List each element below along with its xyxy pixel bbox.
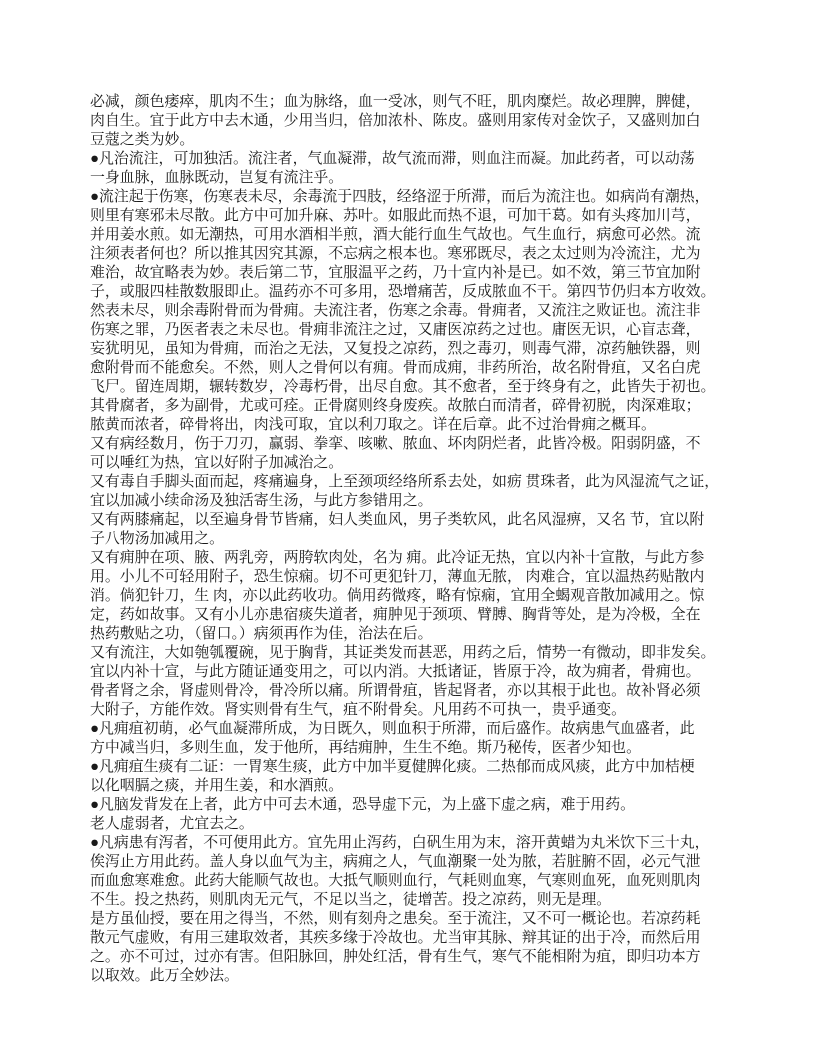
text-line: ●凡痈疽生痰有二证：一胃寒生痰，此方中加半夏健脾化痰。二热郁而成风痰，此方中加桔梗 bbox=[90, 759, 695, 775]
text-line: 之。亦不可过，过亦有害。但阳脉回，肿处红活，骨有生气，寒气不能相附为疽，即归功本方 bbox=[90, 949, 701, 965]
text-line: 伤寒之罪，乃医者表之未尽也。骨痈非流注之过，又庸医凉药之过也。庸医无识，心盲志聋， bbox=[90, 322, 701, 338]
text-line: 其骨腐者，多为副骨，尤或可痊。正骨腐则终身废疾。故脓白而清者，碎骨初脱，肉深难取； bbox=[90, 398, 701, 414]
text-line: ●凡痈疽初萌，必气血凝滞所成，为日既久，则血积于所滞，而后盛作。故病患气血盛者，此 bbox=[90, 721, 695, 737]
text-line: 老人虚弱者，尤宜去之。 bbox=[90, 816, 254, 832]
text-line: 是方虽仙授，要在用之得当，不然，则有刻舟之患矣。至于流注，又不可一概论也。若凉药耗 bbox=[90, 911, 701, 927]
text-line: 则里有寒邪未尽散。此方中可加升麻、苏叶。如服此而热不退，可加干葛。如有头疼加川芎， bbox=[90, 208, 701, 224]
text-line: 并用姜水煎。如无潮热，可用水酒相半煎，酒大能行血生气故也。气生血行，病愈可必然。流 bbox=[90, 227, 701, 243]
text-line: ●凡病患有泻者，不可便用此方。宜先用止泻药，白矾生用为末，溶开黄蜡为丸米饮下三十丸， bbox=[90, 835, 710, 851]
text-line: 难治，故宜略表为妙。表后第二节，宜服温平之药，乃十宣内补是已。如不效，第三节宜加附 bbox=[90, 265, 701, 281]
text-line: 必减，颜色痿瘁，肌肉不生；血为脉络，血一受冰，则气不旺，肌肉糜烂。故必理脾，脾健， bbox=[90, 94, 701, 110]
text-line: 愈附骨而不能愈矣。不然，则人之骨何以有痈。骨而成痈，非药所治，故名附骨疽，又名白虎 bbox=[90, 360, 701, 376]
text-line: 肉自生。宜于此方中去木通，少用当归，倍加浓朴、陈皮。盛则用家传对金饮子，又盛则加白 bbox=[90, 113, 701, 129]
text-line: 以化咽膈之痰，并用生姜，和水酒煎。 bbox=[90, 778, 344, 794]
text-line: 用。小儿不可轻用附子，恐生惊痫。切不可更犯针刀，薄血无脓， 肉难合，宜以温热药贴散内 bbox=[90, 569, 705, 585]
text-line: 子，或服四桂散数服即止。温药亦不可多用，恐增痛苦，反成脓血不干。第四节仍归本方收效。 bbox=[90, 284, 716, 300]
text-line: 又有两膝痛起，以至遍身骨节皆痛，妇人类血风，男子类软风，此名风湿痹，又名 节，宜以附 bbox=[90, 512, 705, 528]
text-line: 俟泻止方用此药。盖人身以血气为主，病痈之人，气血潮聚一处为脓，若脏腑不固，必元气泄 bbox=[90, 854, 701, 870]
text-line: 骨者肾之余，肾虚则骨冷，骨冷所以痛。所谓骨疽，皆起肾者，亦以其根于此也。故补肾必须 bbox=[90, 683, 701, 699]
text-line: 方中减当归，多则生血，发于他所，再结痈肿，生生不绝。斯乃秘传，医者少知也。 bbox=[90, 740, 641, 756]
text-line: 然表未尽，则余毒附骨而为骨痈。夫流注者，伤寒之余毒。骨痈者，又流注之败证也。流注非 bbox=[90, 303, 701, 319]
text-line: ●流注起于伤寒，伤寒表未尽，余毒流于四肢，经络涩于所滞，而后为流注也。如病尚有潮热， bbox=[90, 189, 710, 205]
text-line: 而血愈寒难愈。此药大能顺气故也。大抵气顺则血行，气耗则血寒，气寒则血死，血死则肌肉 bbox=[90, 873, 701, 889]
text-line: 又有病经数月，伤于刀刃，赢弱、拳挛、咳嗽、脓血、坏肉阴烂者，此皆冷极。阳弱阴盛，不 bbox=[90, 436, 701, 452]
text-line: 飞尸。留连周期，辗转数岁，冷毒朽骨，出尽自愈。其不愈者，至于终身有之，此皆失于初也。 bbox=[90, 379, 716, 395]
text-line: ●凡脑发背发在上者，此方中可去木通，恐导虚下元，为上盛下虚之病，难于用药。 bbox=[90, 797, 636, 813]
text-line: 又有流注，大如匏瓠覆碗，见于胸背，其证类发而甚恶，用药之后，情势一有微动，即非发矣。 bbox=[90, 645, 716, 661]
text-line: 消。倘犯针刀，生 肉，亦以此药收功。倘用药微疼，略有惊痫，宜用全蝎观音散加减用之。惊 bbox=[90, 588, 705, 604]
text-line: 豆蔻之类为妙。 bbox=[90, 132, 195, 148]
text-line: ●凡治流注，可加独活。流注者，气血凝滞，故气流而滞，则血注而凝。加此药者，可以动荡 bbox=[90, 151, 695, 167]
text-line: 脓黄而浓者，碎骨将出，肉浅可取，宜以利刀取之。详在后章。此不过治骨痈之概耳。 bbox=[90, 417, 656, 433]
text-line: 可以唾红为热，宜以好附子加减治之。 bbox=[90, 455, 344, 471]
text-line: 妄犹明见，虽知为骨痈，而治之无法，又复投之凉药，烈之毒刃，则毒气滞，凉药触铁器，则 bbox=[90, 341, 701, 357]
text-line: 宜以加减小续命汤及独活寄生汤，与此方参错用之。 bbox=[90, 493, 433, 509]
text-line: 热药敷贴之功，（留口。）病须再作为佳，治法在后。 bbox=[90, 626, 433, 642]
text-line: 子八物汤加减用之。 bbox=[90, 531, 225, 547]
text-line: 又有毒自手脚头面而起，疼痛遍身，上至颈项经络所系去处，如疬 贯珠者，此为风湿流气之证， bbox=[90, 474, 720, 490]
text-line: 以取效。此万全妙法。 bbox=[90, 968, 239, 984]
text-line: 一身血脉，血脉既动，岂复有流注乎。 bbox=[90, 170, 344, 186]
text-line: 散元气虚败，有用三建取效者，其疾多缘于冷故也。尤当审其脉、辩其证的出于冷，而然后用 bbox=[90, 930, 701, 946]
text-line: 不生。投之热药，则肌肉无元气，不足以当之，徒增苦。投之凉药，则无是理。 bbox=[90, 892, 612, 908]
text-line: 定，药如故事。又有小儿亦患宿痰失道者，痈肿见于颈项、臂膊、胸背等处，是为冷极，全在 bbox=[90, 607, 701, 623]
text-line: 注须表者何也？所以推其因究其源，不忘病之根本也。寒邪既尽，表之太过则为冷流注，尤为 bbox=[90, 246, 701, 262]
text-line: 又有痈肿在项、腋、两乳旁，两胯软肉处，名为 痈。此冷证无热，宜以内补十宣散，与此方参 bbox=[90, 550, 705, 566]
text-line: 宜以内补十宣，与此方随证通变用之，可以内消。大抵诸证，皆原于冷，故为痈者，骨痈也。 bbox=[90, 664, 701, 680]
body-text-block bbox=[90, 93, 742, 986]
text-line: 大附子，方能作效。肾实则骨有生气，疽不附骨矣。凡用药不可执一，贵乎通变。 bbox=[90, 702, 627, 718]
